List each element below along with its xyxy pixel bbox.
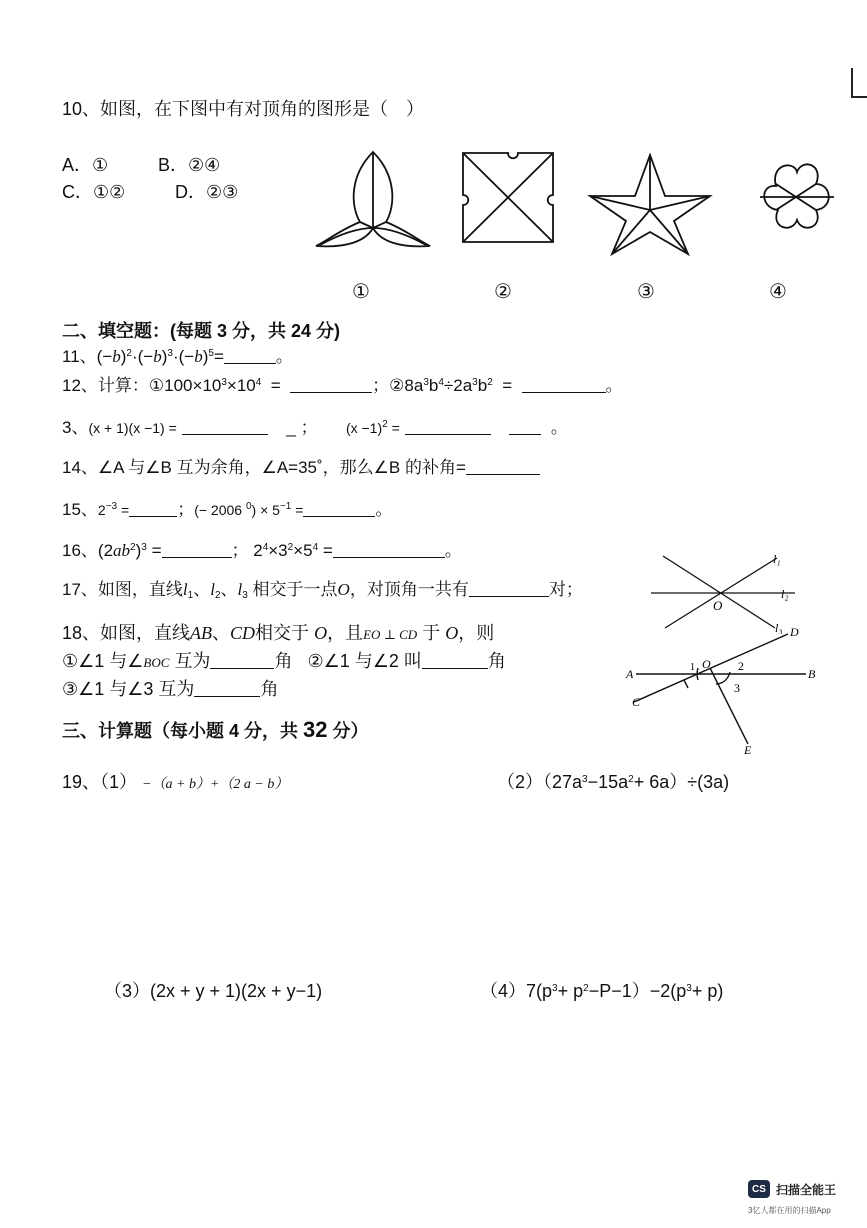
q19-part-1-expr: −（a + b）+（2 a − b） [142,777,289,792]
q18-part1-a: ①∠1 与∠ [62,651,144,671]
q18-line-2 [62,650,506,674]
q18-answer-blank-2[interactable] [422,652,488,669]
q18-answer-blank-3[interactable] [194,680,260,697]
q19-part-1-label: 19、（1） [62,772,138,792]
q18-boc: BOC [143,655,170,670]
q19-part-4-b: + p [557,981,584,1001]
q19-part-4-c: −P−1）−2(p [588,981,687,1001]
q18-line-1: 18、如图，直线AB、CD相交于 O，且EO ⊥ CD 于 O，则 [62,623,495,643]
q18-eo-perp-cd: EO ⊥ CD [363,627,418,642]
figure-3-star [590,155,710,254]
q16-end: 。 [444,541,462,560]
q18-and: ，且 [327,623,364,643]
q14-text: 14、∠A 与∠B 互为余角，∠A=35˚，那么∠B 的补角= [62,458,466,477]
q12-mid: ；②8a [372,376,424,395]
q10-option-a: A．① [62,155,109,175]
q19-part-2-label: （2）（27a [497,772,583,792]
q18-part3-a: ③∠1 与∠3 互为 [62,679,195,699]
q19-part-3: （3）(2x + y + 1)(2x + y−1) [104,981,323,1001]
q13-end: 。 [550,418,568,437]
q18-yu: 于 [422,623,441,643]
q18-line-3 [62,678,278,700]
q13-answer-blank-1[interactable] [182,418,268,435]
q18-part3-b: 角 [260,679,279,699]
page-corner-mark [851,68,867,98]
q19-part-4-d: + p) [691,981,724,1001]
q18-label-3: 3 [734,681,740,695]
q12-answer-blank-1[interactable] [290,376,372,393]
q10-stem: 10、如图，在下图中有对顶角的图形是（ ） [62,99,425,119]
q15: 15、$2^{-3}$ = ；(− 2006 $^0) \times 5^{-1}$ = 。 [62,500,393,519]
q10-option-b: B．②④ [158,155,221,175]
q18-label-1: 1 [690,662,695,673]
q18-o: O [314,623,328,643]
q15-answer-blank-1[interactable] [129,500,177,517]
cs-badge-icon: CS [748,1180,770,1198]
q18-label-a: A [626,667,634,681]
section-2-title: 二、填空题：(每题 3 分，共 24 分) [62,321,341,341]
q12: 12、计算：$①100\times 10^3\times 10^4$ = ；$②8a^3b^4\div 2a^3b^2$ = 。 [62,376,623,395]
figure-label-2: ② [494,281,512,303]
q18-part2-b: 角 [487,651,506,671]
figure-4-flower [760,164,834,227]
q13-sep: ； [300,418,318,437]
q17-prefix: 17、如图，直线 [62,580,183,599]
figure-label-1: ① [352,281,370,303]
q18-part1-c: 角 [274,651,293,671]
q18-label-e: E [744,743,752,757]
q19-part-2: $(2)(27a^3-15a^2+ 6a)\div(3a)$ [497,772,730,792]
q13: 3、(x + 1)(x −1) = _ ； $(x -1)^2$ = 。 [62,418,568,437]
q18-label-c: C [632,695,641,709]
q19-part-1 [62,771,288,796]
section-3-title-text: 三、计算题（每小题 4 分，共 [62,721,304,741]
q18-label-d: D [790,625,799,639]
q19-part-2-mid2: + 6a）÷(3a) [633,772,730,792]
q13-answer-blank-2[interactable] [405,418,491,435]
figure-2-square [463,153,553,242]
q17-point: O [337,580,350,599]
scanner-tagline: 3亿人都在用的扫描App [748,1206,831,1215]
q18-answer-blank-1[interactable] [210,652,274,669]
q17-mid: 相交于一点 [252,580,338,599]
q11-prefix: 11、 [62,347,97,366]
q13-answer-blank-3[interactable] [509,418,541,435]
q18-o-2: O [445,623,459,643]
q16-answer-blank-2[interactable] [333,541,445,558]
figure-1-trefoil [316,152,430,246]
q11-answer-blank[interactable] [224,347,276,364]
q17-label-l2: l₂ [781,587,789,601]
figure-label-4: ④ [769,281,787,303]
q17-label-l1: l₁ [773,552,781,566]
q15-end: 。 [375,500,393,519]
q12-end: 。 [605,376,623,395]
scanner-brand: 扫描全能王 [776,1182,837,1197]
q18-prefix: 18、如图，直线 [62,623,191,643]
q10-option-d: D．②③ [175,182,239,202]
section-3-title-end: 分） [327,721,369,741]
section-3-score: 32 [303,717,328,742]
q10-figures [310,150,835,260]
q19-part-4-a: （4）7(p [480,981,553,1001]
q14-answer-blank[interactable] [466,458,540,475]
q18-label-b: B [808,667,816,681]
q17-end: 对； [548,580,583,599]
q17-label-l3: l₃ [775,621,783,634]
q12-prefix: 12、计算：①100×10 [62,376,222,395]
figure-label-3: ③ [637,281,655,303]
q13-prefix: 3、 [62,418,89,437]
section-3-title [62,717,369,743]
q18-end: ，则 [458,623,495,643]
q18-ab: AB [190,623,213,643]
scanner-logo [748,1180,836,1198]
q16-answer-blank-1[interactable] [162,541,232,558]
q19-part-4: $(4)7(p^3+ p^2-P-1)-2(p^3+ p)$ [480,981,724,1001]
q17-tail: ，对顶角一共有 [349,580,469,599]
q14 [62,457,540,479]
q17-label-o: O [713,598,723,613]
q10-option-c: C．①② [62,182,126,202]
q18-cd: CD [230,623,256,643]
q18-part2-a: ②∠1 与∠2 叫 [307,651,422,671]
q16-prefix: 16、 [62,541,98,560]
q18-label-2: 2 [738,659,744,673]
q16: 16、$(2ab^2)^3$ = ； $2^4\times 3^2\times 5^4$ = 。 [62,541,462,560]
q19-part-2-mid1: −15a [587,772,629,792]
q15-sep: ； [177,500,195,519]
q17: 17、如图，直线$l_1$、$l_2$、$l_3$ 相交于一点O，对顶角一共有 对； [62,580,583,601]
q15-prefix: 15、 [62,500,98,519]
q11: 11、$(-b)^2\cdot(-b)^3\cdot(-b)^5=$ 。 [62,347,293,366]
q17-answer-blank[interactable] [469,580,549,597]
q18-figure [618,620,824,758]
q18-part1-b: 互为 [174,651,211,671]
q12-answer-blank-2[interactable] [522,376,606,393]
q18-mid: 相交于 [255,623,310,643]
q15-answer-blank-2[interactable] [303,500,375,517]
q18-label-o: O [702,657,711,671]
